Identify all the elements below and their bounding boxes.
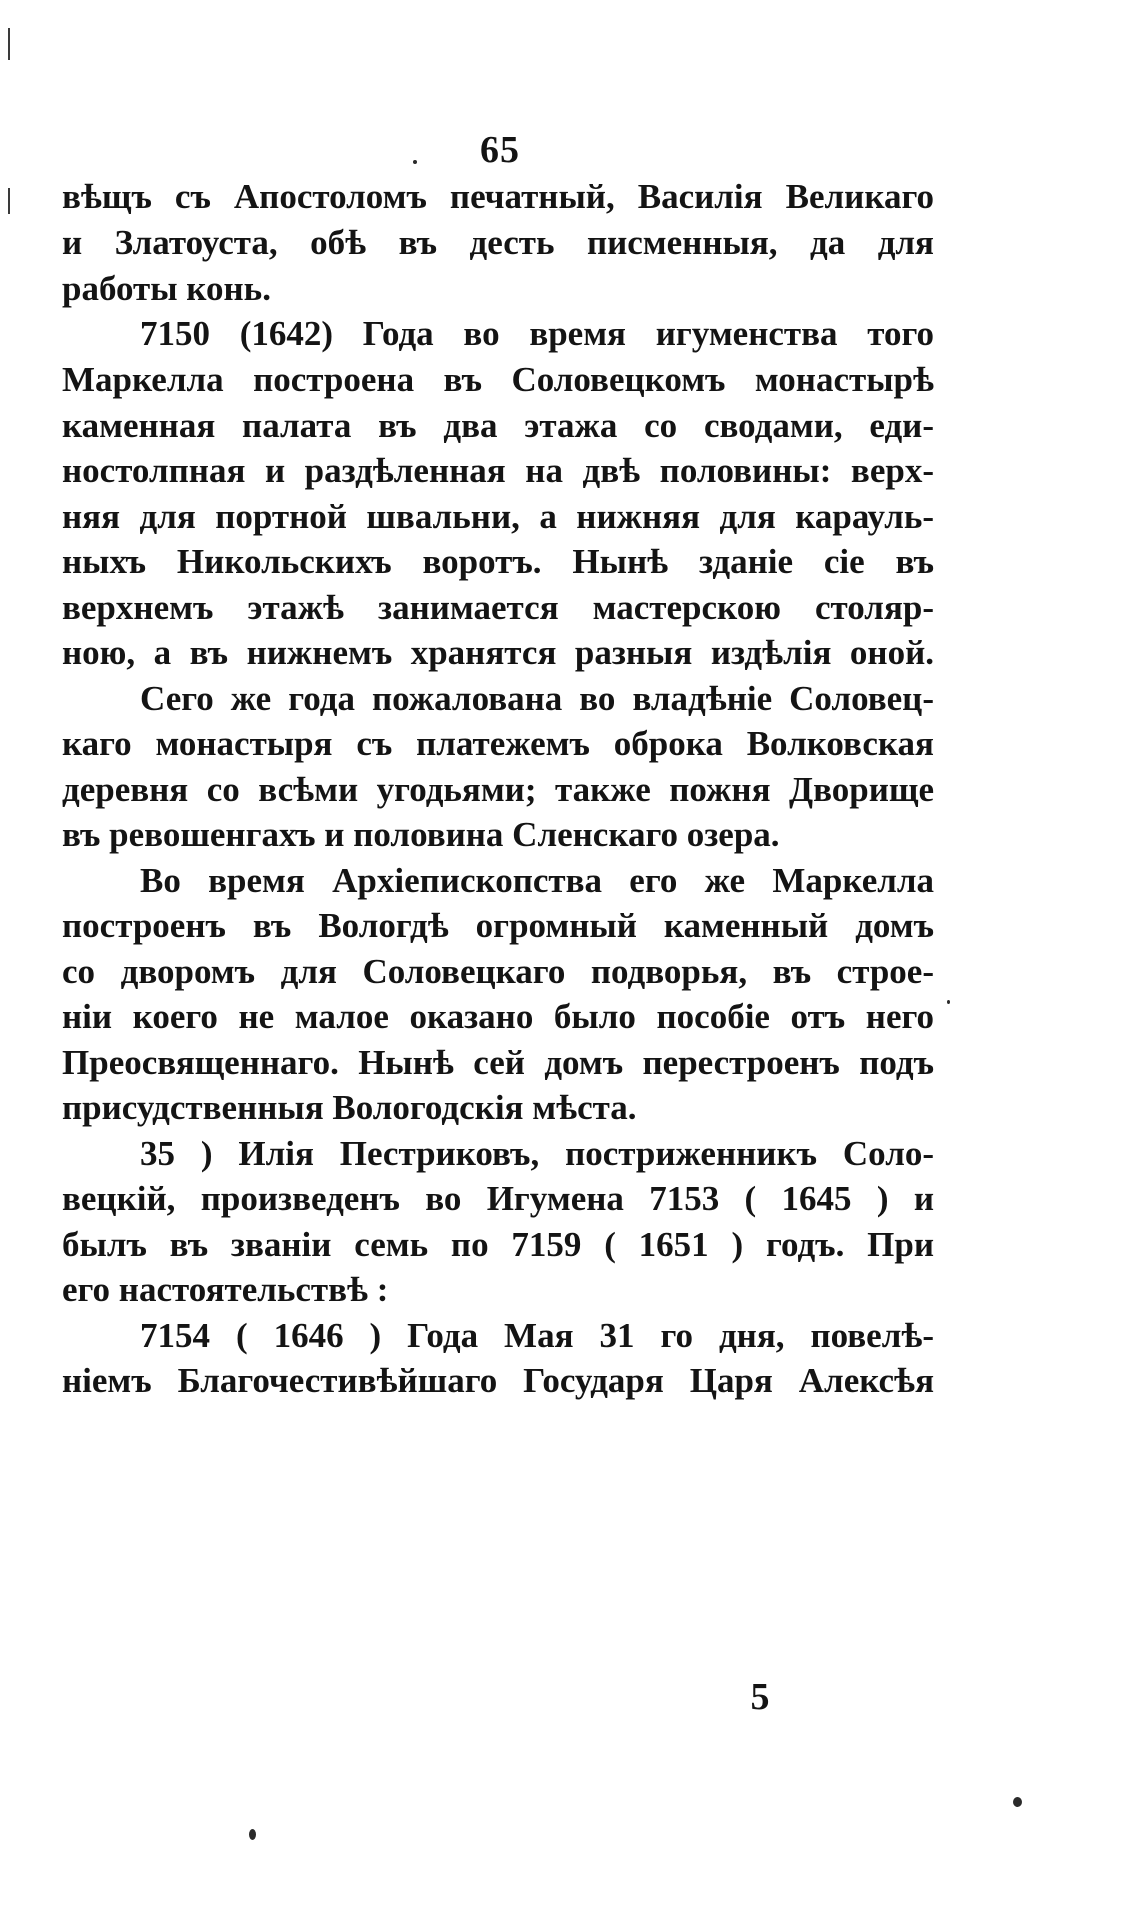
text-line: присудственныя Вологодскія мѣста. xyxy=(62,1088,637,1127)
scan-artifact xyxy=(8,188,10,214)
text-line: ніи коего не малое оказано было пособіе отъ него xyxy=(62,997,934,1036)
text-line: ностолпная и раздѣленная на двѣ половины: верх- xyxy=(62,451,934,490)
scan-artifact xyxy=(249,1829,256,1840)
text-line: ною, а въ нижнемъ хранятся разныя издѣлія оной. xyxy=(62,633,934,672)
text-line: 7150 (1642) Года во время игуменства того xyxy=(140,314,934,353)
text-line: построенъ въ Вологдѣ огромный каменный домъ xyxy=(62,906,934,945)
text-line: со дворомъ для Соловецкаго подворья, въ строе- xyxy=(62,952,934,991)
text-line: вецкій, произведенъ во Игумена 7153 ( 1645 ) и xyxy=(62,1179,934,1218)
text-line: деревня со всѣми угодьями; также пожня Дворище xyxy=(62,770,934,809)
scan-artifact xyxy=(8,28,10,60)
text-line: работы конь. xyxy=(62,269,271,308)
text-line: его настоятельствѣ : xyxy=(62,1270,389,1309)
printer-signature: 5 xyxy=(750,1676,770,1718)
text-line: Маркелла построена въ Соловецкомъ монастырѣ xyxy=(62,360,934,399)
text-line: 7154 ( 1646 ) Года Мая 31 го дня, повелѣ- xyxy=(140,1316,934,1355)
text-line: ныхъ Никольскихъ воротъ. Нынѣ зданіе сіе въ xyxy=(62,542,934,581)
text-line: и Златоуста, обѣ въ десть писменныя, да для xyxy=(62,223,934,262)
text-line: ніемъ Благочестивѣйшаго Государя Царя Алексѣя xyxy=(62,1361,934,1400)
page-number: 65 xyxy=(480,129,520,171)
text-line: въ ревошенгахъ и половина Сленскаго озера. xyxy=(62,815,780,854)
text-line: былъ въ званіи семь по 7159 ( 1651 ) годъ. При xyxy=(62,1225,934,1264)
text-line: Преосвященнаго. Нынѣ сей домъ перестроенъ подъ xyxy=(62,1043,934,1082)
text-line: вѣщъ съ Апостоломъ печатный, Василія Великаго xyxy=(62,177,934,216)
text-line: Сего же года пожалована во владѣніе Соловец- xyxy=(140,679,934,718)
scan-artifact xyxy=(1013,1797,1022,1807)
text-line: верхнемъ этажѣ занимается мастерскою столяр- xyxy=(62,588,934,627)
text-line: Во время Архіепископства его же Маркелла xyxy=(140,861,934,900)
scan-artifact xyxy=(413,160,417,164)
text-line: каменная палата въ два этажа со сводами, еди- xyxy=(62,406,934,445)
text-line: няя для портной швальни, а нижняя для карауль- xyxy=(62,497,934,536)
text-line: 35 ) Илія Пестриковъ, постриженникъ Соло- xyxy=(140,1134,934,1173)
text-line: каго монастыря съ платежемъ оброка Волковская xyxy=(62,724,934,763)
scan-artifact xyxy=(947,1000,950,1004)
